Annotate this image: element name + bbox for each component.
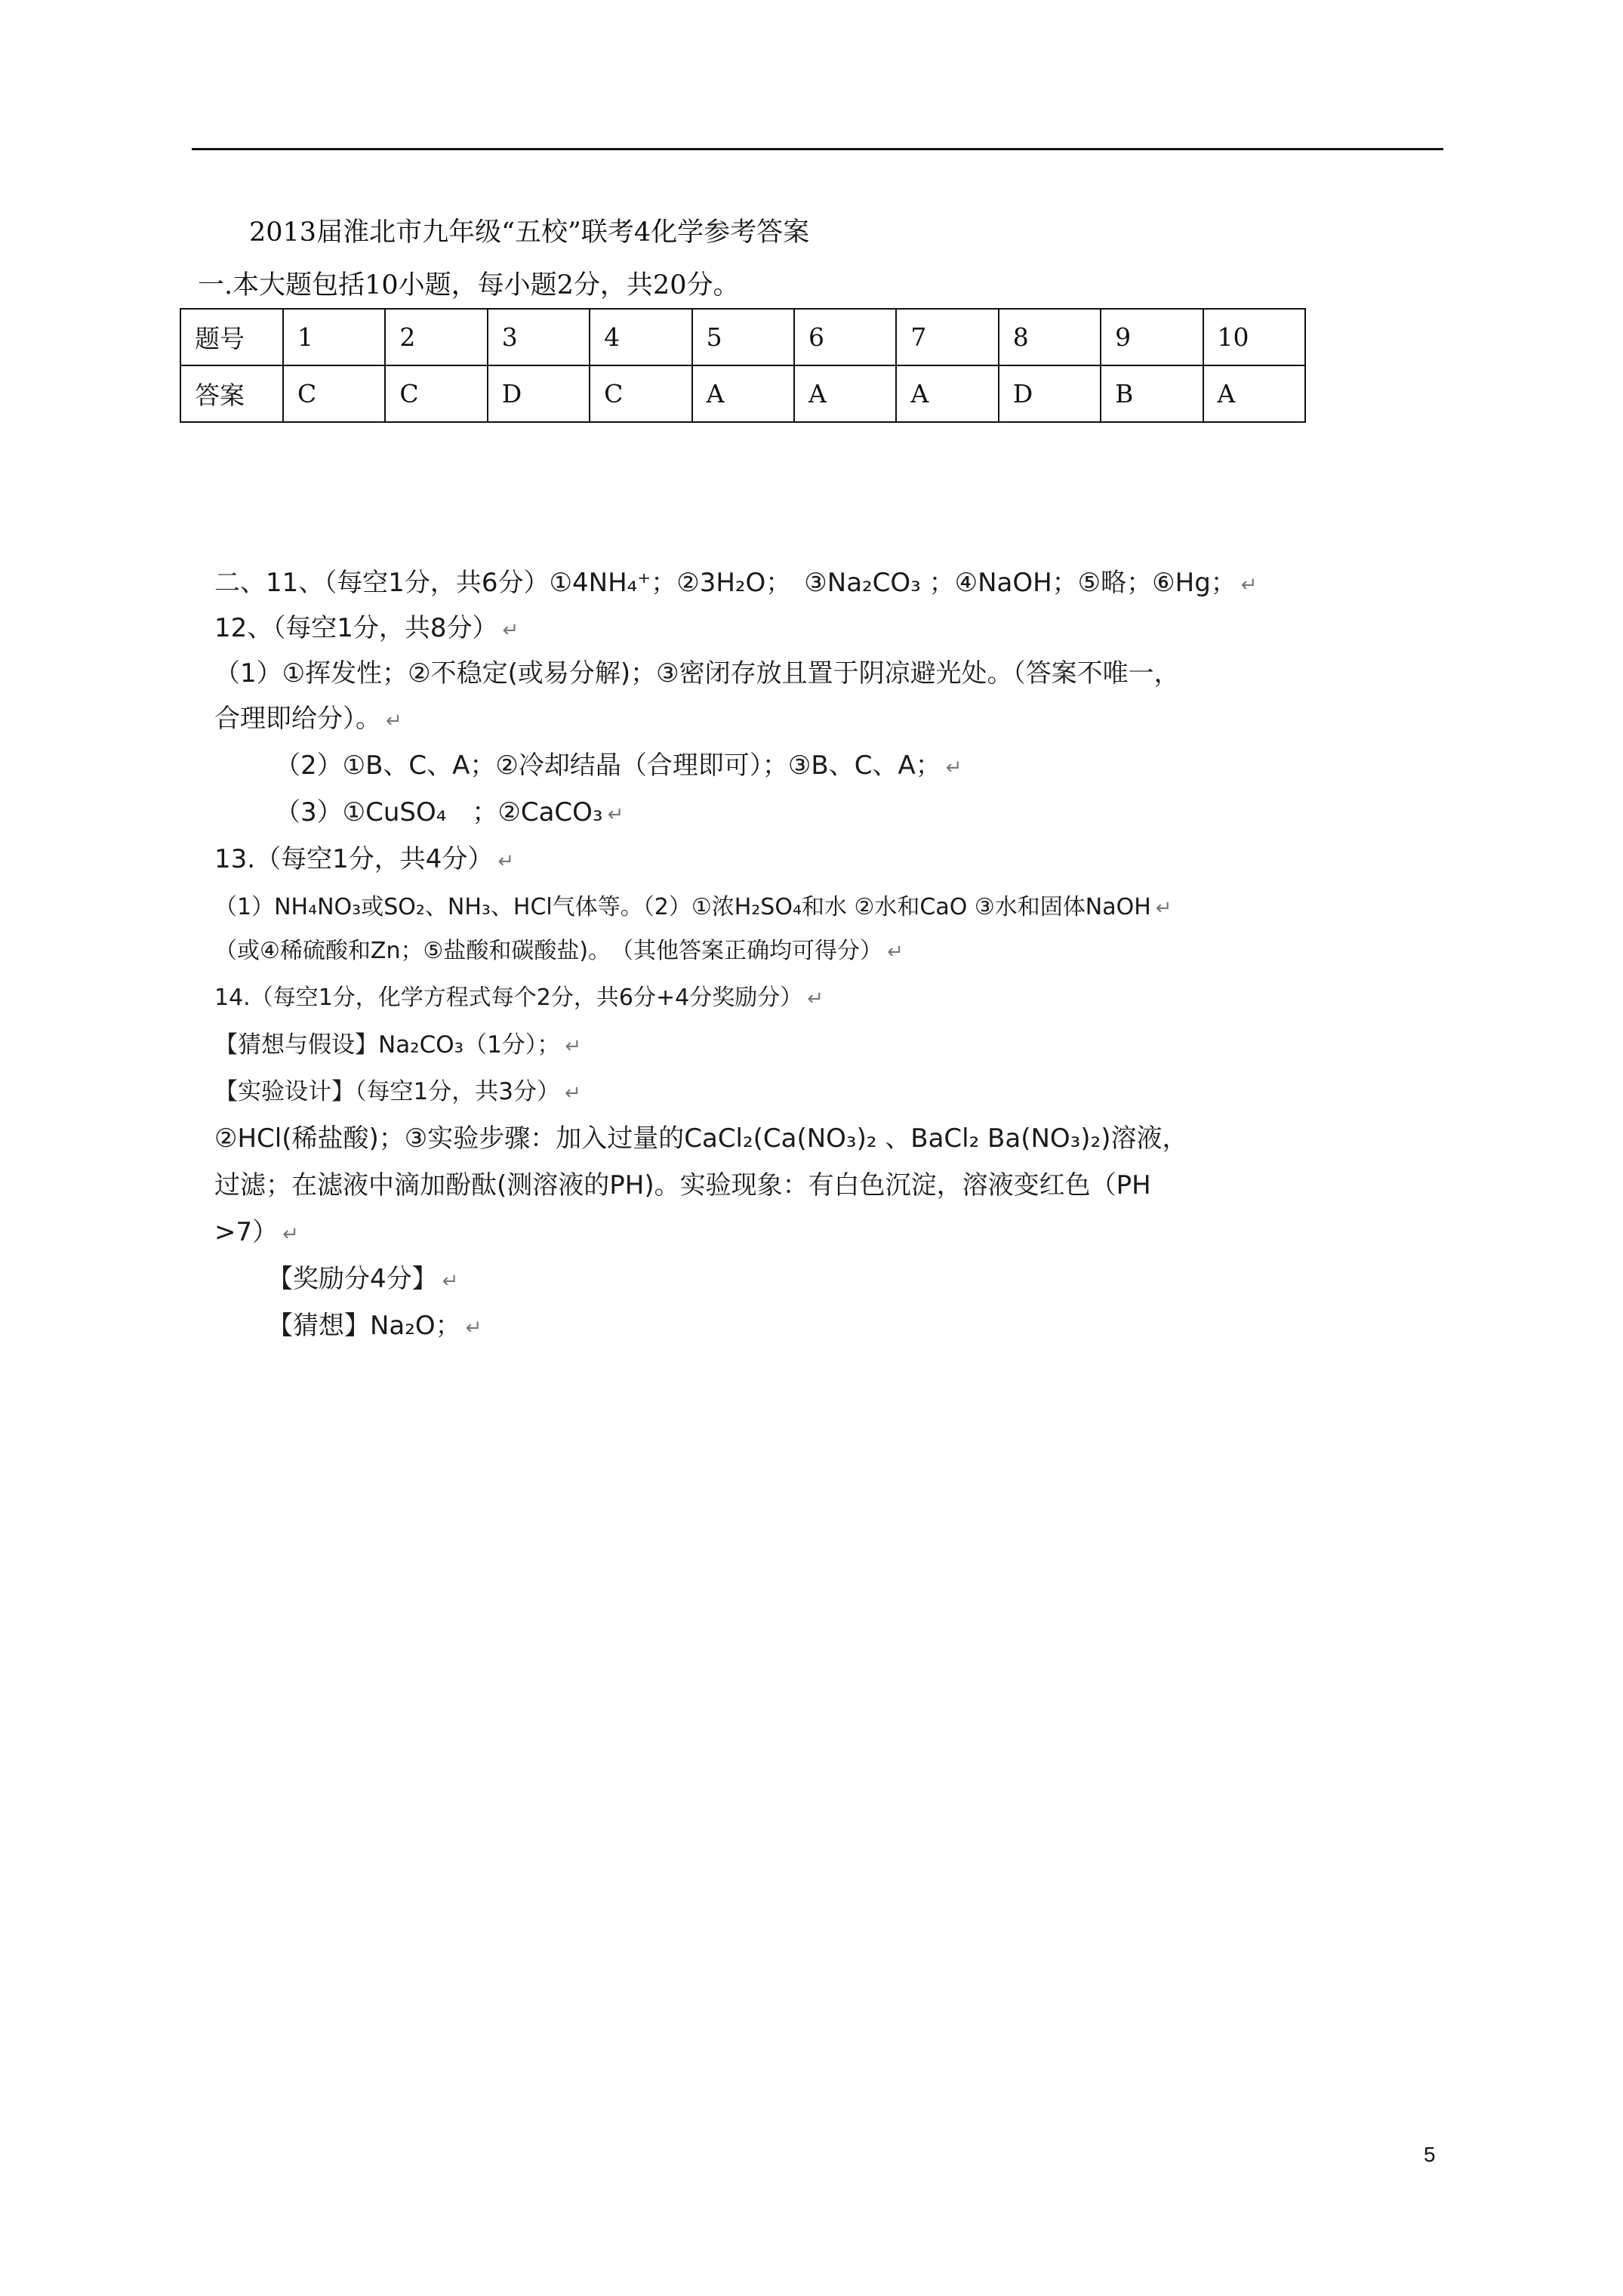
answer-line-q12-1-cont: 合理即给分）。 ↵ bbox=[214, 704, 402, 734]
answer-line-q13-heading: 13.（每空1分，共4分） ↵ bbox=[214, 844, 515, 874]
table-row-numbers bbox=[180, 309, 1305, 365]
answer-line-q12-1: （1）①挥发性；②不稳定(或易分解)；③密闭存放且置于阴凉避光处。（答案不唯一， bbox=[214, 658, 1180, 689]
answer-cell: C bbox=[283, 365, 385, 422]
answer-line-q14-hypothesis: 【猜想与假设】Na₂CO₃（1分）； ↵ bbox=[214, 1031, 582, 1059]
question-number-cell: 3 bbox=[488, 309, 590, 365]
return-mark-icon: ↵ bbox=[386, 710, 402, 732]
question-number-cell: 2 bbox=[385, 309, 487, 365]
question-number-cell: 10 bbox=[1203, 309, 1305, 365]
question-number-cell: 1 bbox=[283, 309, 385, 365]
answer-line-q13-2: （或④稀硫酸和Zn；⑤盐酸和碳酸盐)。 （其他答案正确均可得分） ↵ bbox=[214, 938, 904, 964]
return-mark-icon: ↵ bbox=[442, 1270, 459, 1293]
page-number: 5 bbox=[1424, 2143, 1436, 2166]
answer-line-q14-design: 【实验设计】（每空1分，共3分） ↵ bbox=[214, 1078, 581, 1105]
return-mark-icon: ↵ bbox=[1155, 897, 1172, 920]
question-number-cell: 6 bbox=[794, 309, 896, 365]
answer-cell: D bbox=[999, 365, 1101, 422]
answer-line-q14-steps-cont: 过滤；在滤液中滴加酚酞(测溶液的PH)。实验现象：有白色沉淀，溶液变红色（PH bbox=[214, 1170, 1151, 1200]
return-mark-icon: ↵ bbox=[282, 1223, 299, 1246]
answer-cell: A bbox=[692, 365, 794, 422]
answer-line-q12-2: （2）①B、C、A；②冷却结晶（合理即可）；③B、C、A； ↵ bbox=[275, 750, 962, 781]
question-number-cell: 9 bbox=[1101, 309, 1203, 365]
answer-line-q12-3: （3）①CuSO₄ ；②CaCO₃ ↵ bbox=[275, 797, 624, 827]
return-mark-icon: ↵ bbox=[1240, 574, 1258, 596]
return-mark-icon: ↵ bbox=[565, 1035, 582, 1058]
answer-cell: A bbox=[1203, 365, 1305, 422]
answer-line-q12-heading: 12、（每空1分，共8分） ↵ bbox=[214, 613, 519, 643]
page-title: 2013届淮北市九年级“五校”联考4化学参考答案 bbox=[249, 217, 810, 248]
return-mark-icon: ↵ bbox=[497, 850, 515, 873]
return-mark-icon: ↵ bbox=[887, 941, 904, 963]
answer-cell: A bbox=[896, 365, 998, 422]
answer-line-q11: 二、11、（每空1分，共6分）①4NH₄⁺；②3H₂O； ③Na₂CO₃ ；④NaOH；⑤略；⑥Hg； ↵ bbox=[214, 568, 1258, 598]
answer-cell: C bbox=[590, 365, 691, 422]
answer-line-q14-steps: ②HCl(稀盐酸)；③实验步骤：加入过量的CaCl₂(Ca(NO₃)₂ 、BaCl₂ Ba(NO₃)₂)溶液， bbox=[214, 1123, 1188, 1154]
row-label-answer: 答案 bbox=[180, 365, 283, 422]
section-one-heading: 一.本大题包括10小题，每小题2分，共20分。 bbox=[198, 270, 740, 300]
answer-cell: D bbox=[488, 365, 590, 422]
return-mark-icon: ↵ bbox=[945, 757, 962, 779]
row-label-number: 题号 bbox=[180, 309, 283, 365]
question-number-cell: 8 bbox=[999, 309, 1101, 365]
return-mark-icon: ↵ bbox=[807, 988, 824, 1010]
answer-line-q14-steps-end: >7） ↵ bbox=[214, 1217, 299, 1247]
return-mark-icon: ↵ bbox=[607, 803, 624, 826]
answer-table bbox=[180, 308, 1306, 423]
question-number-cell: 4 bbox=[590, 309, 691, 365]
answer-cell: B bbox=[1101, 365, 1203, 422]
return-mark-icon: ↵ bbox=[502, 619, 519, 642]
answer-line-q13-1: （1）NH₄NO₃或SO₂、NH₃、HCl气体等。（2）①浓H₂SO₄和水 ②水和CaO ③水和固体NaOH ↵ bbox=[214, 894, 1172, 920]
return-mark-icon: ↵ bbox=[564, 1082, 581, 1105]
answer-line-bonus-guess: 【猜想】Na₂O； ↵ bbox=[267, 1311, 482, 1341]
return-mark-icon: ↵ bbox=[465, 1317, 482, 1339]
question-number-cell: 5 bbox=[692, 309, 794, 365]
answer-line-bonus: 【奖励分4分】 ↵ bbox=[267, 1264, 459, 1294]
answer-cell: C bbox=[385, 365, 487, 422]
question-number-cell: 7 bbox=[896, 309, 998, 365]
answer-line-q14-heading: 14.（每空1分，化学方程式每个2分，共6分+4分奖励分） ↵ bbox=[214, 985, 824, 1011]
header-rule bbox=[192, 148, 1443, 150]
table-row-answers bbox=[180, 365, 1305, 422]
answer-cell: A bbox=[794, 365, 896, 422]
